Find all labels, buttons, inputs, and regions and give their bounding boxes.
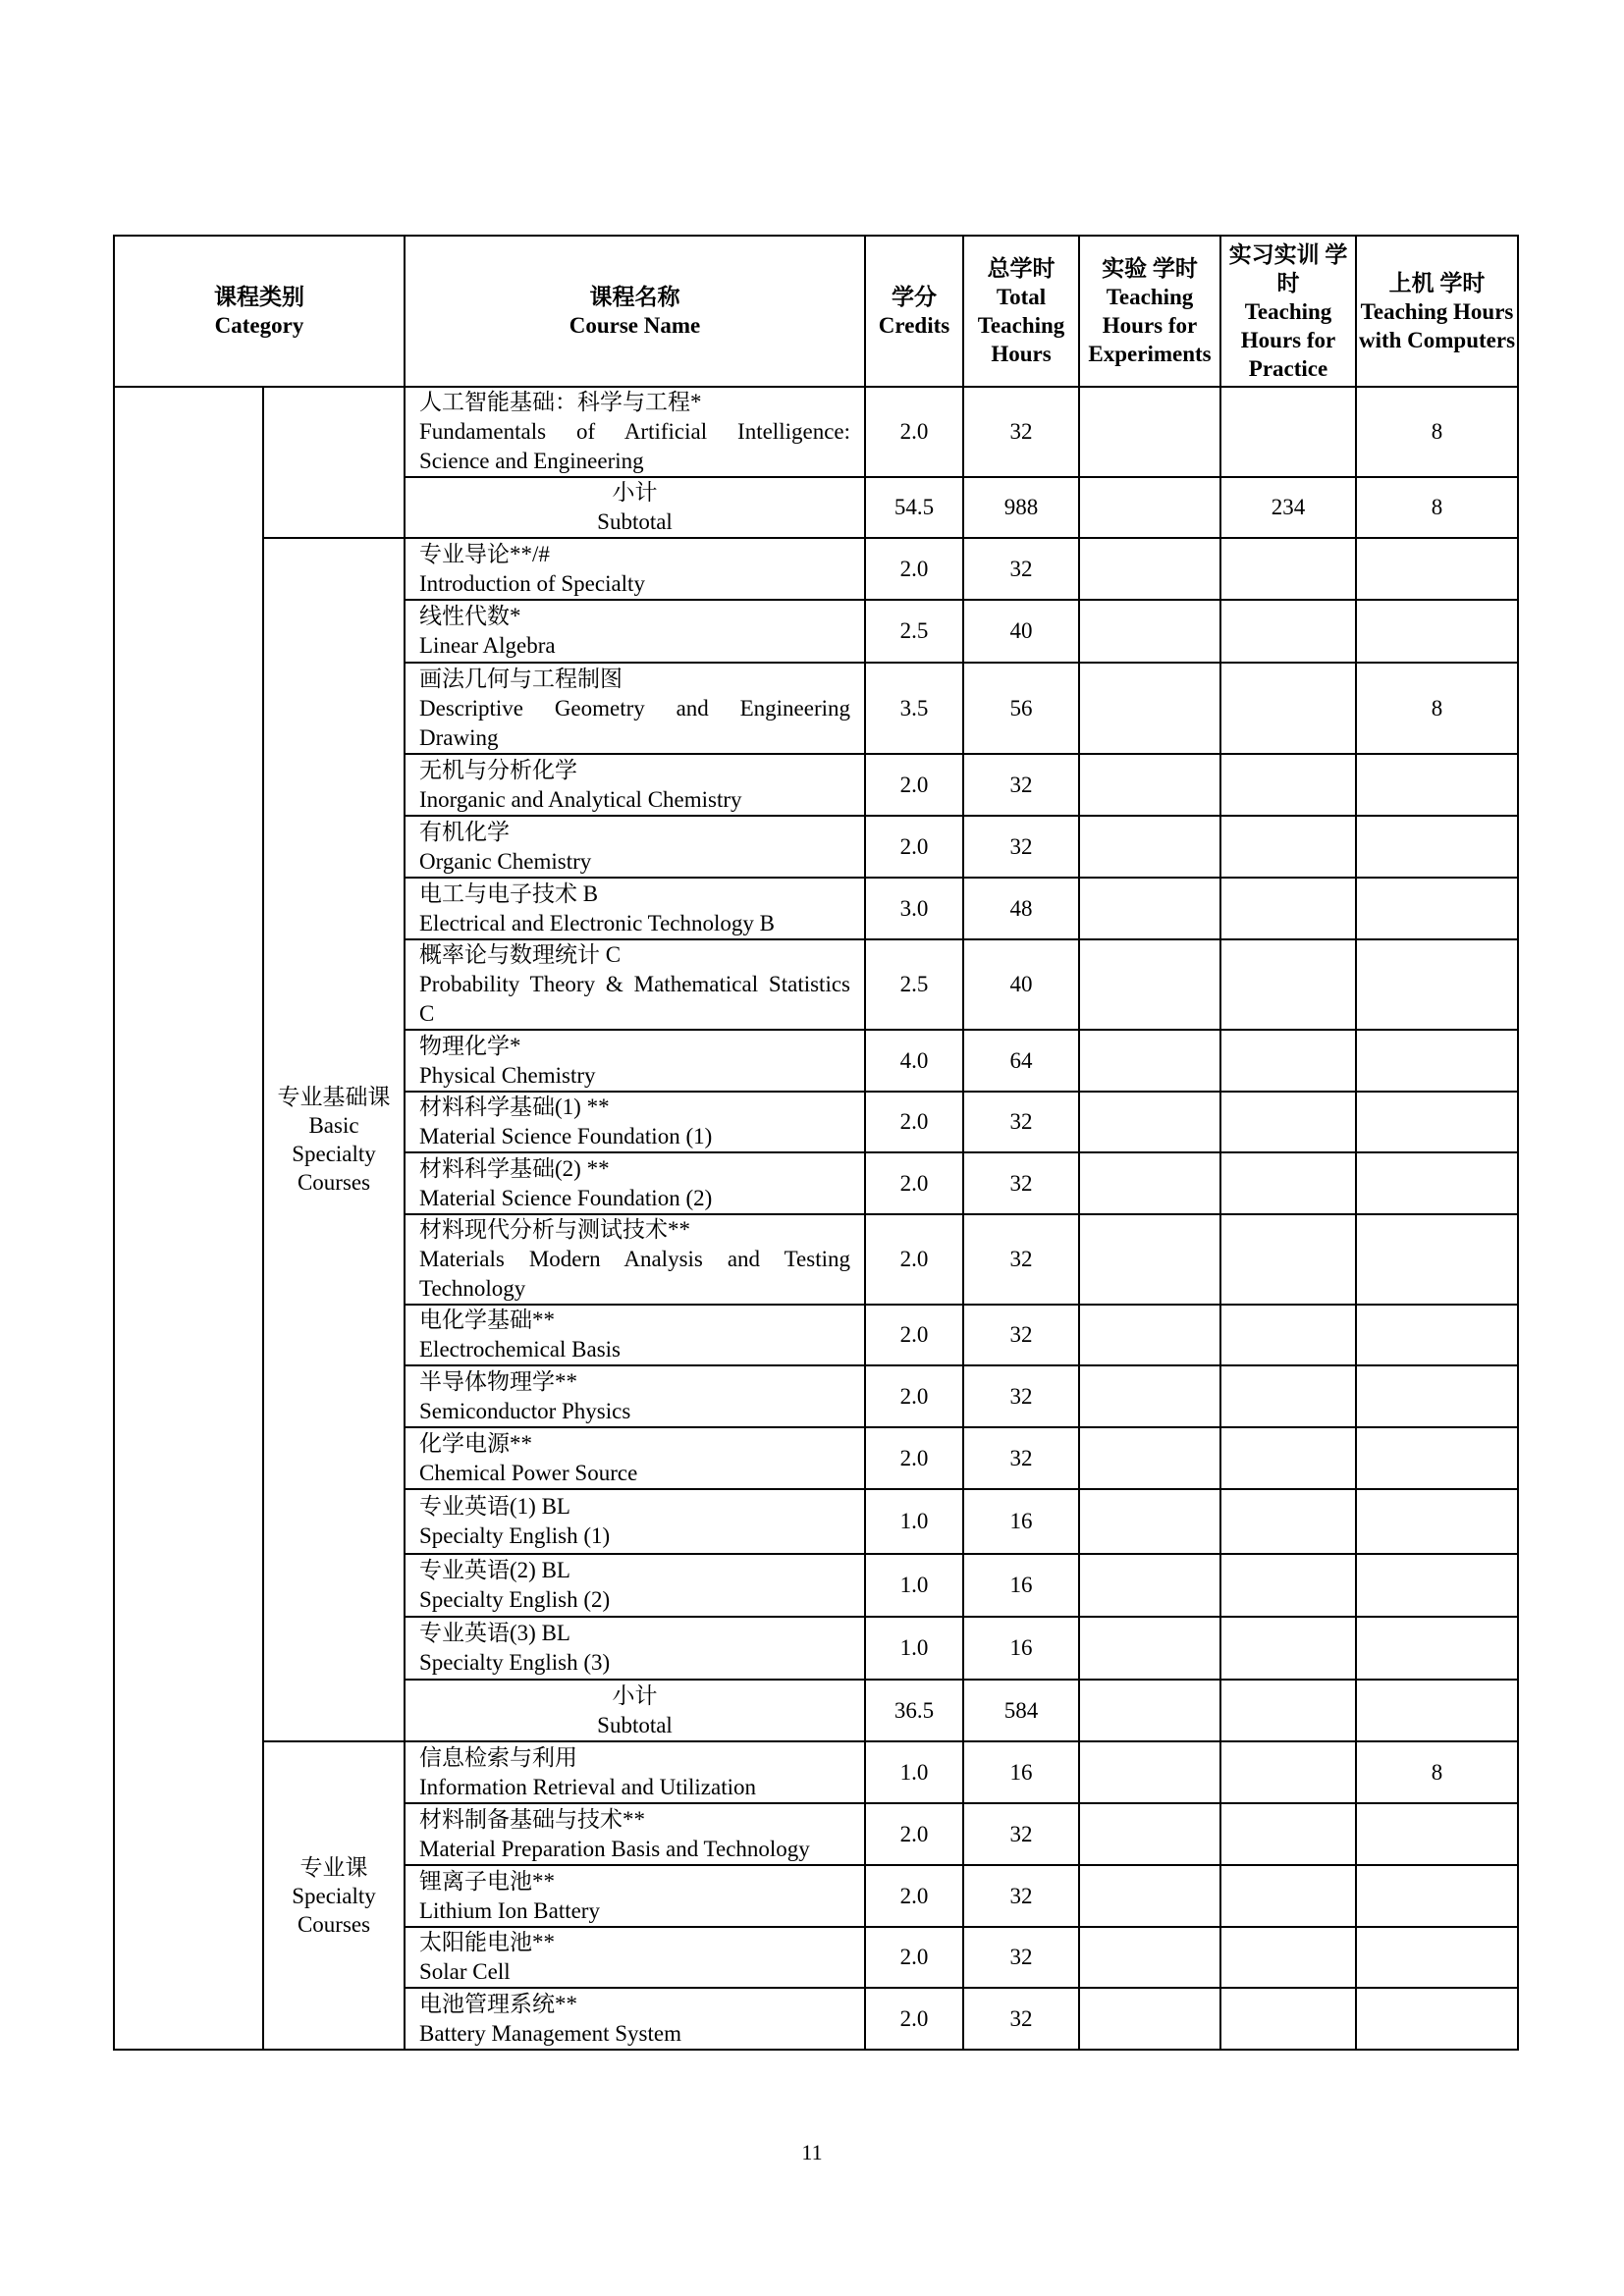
course-name-en: Material Preparation Basis and Technology xyxy=(419,1836,810,1861)
course-name-cn: 线性代数* xyxy=(419,604,521,628)
credits-cell: 2.0 xyxy=(865,538,963,600)
practice-hours-cell xyxy=(1220,1214,1356,1305)
header-credits-cn: 学分 xyxy=(892,285,937,309)
total-hours-cell: 988 xyxy=(963,477,1079,538)
total-hours-cell: 56 xyxy=(963,663,1079,754)
computer-hours-cell xyxy=(1356,1865,1518,1927)
practice-hours-cell xyxy=(1220,1152,1356,1214)
credits-cell: 2.0 xyxy=(865,754,963,816)
course-name-cell xyxy=(405,816,865,878)
practice-hours-cell: 234 xyxy=(1220,477,1356,538)
course-name-cn: 材料现代分析与测试技术** xyxy=(419,1217,690,1242)
total-hours-cell: 32 xyxy=(963,387,1079,477)
experiment-hours-cell xyxy=(1079,816,1220,878)
course-name-en: Electrochemical Basis xyxy=(419,1337,622,1362)
group-a-label xyxy=(263,387,405,538)
header-name-en: Course Name xyxy=(568,313,701,338)
experiment-hours-cell xyxy=(1079,878,1220,939)
experiment-hours-cell xyxy=(1079,663,1220,754)
course-name-cell xyxy=(405,754,865,816)
experiment-hours-cell xyxy=(1079,1214,1220,1305)
course-name-cell xyxy=(405,1741,865,1803)
course-name-cell xyxy=(405,1617,865,1680)
total-hours-cell: 32 xyxy=(963,1365,1079,1427)
course-name-cell xyxy=(405,387,865,477)
total-hours-cell: 32 xyxy=(963,1865,1079,1927)
credits-cell: 1.0 xyxy=(865,1741,963,1803)
credits-cell: 1.0 xyxy=(865,1554,963,1617)
computer-hours-cell xyxy=(1356,1214,1518,1305)
header-total-cn: 总学时 xyxy=(987,256,1056,281)
table-row xyxy=(114,538,1518,600)
course-name-en: Materials Modern Analysis and Testing Technology xyxy=(419,1247,850,1301)
header-total-hours xyxy=(963,236,1079,387)
course-name-en: Semiconductor Physics xyxy=(419,1398,631,1423)
course-name-en: Fundamentals of Artificial Intelligence: Science and Engineering xyxy=(419,419,850,473)
total-hours-cell: 16 xyxy=(963,1617,1079,1680)
practice-hours-cell xyxy=(1220,1865,1356,1927)
credits-cell: 2.0 xyxy=(865,1152,963,1214)
header-category-cn: 课程类别 xyxy=(214,285,304,309)
credits-cell: 1.0 xyxy=(865,1489,963,1554)
experiment-hours-cell xyxy=(1079,1152,1220,1214)
course-name-en: Subtotal xyxy=(597,1712,673,1737)
total-hours-cell: 16 xyxy=(963,1554,1079,1617)
experiment-hours-cell xyxy=(1079,1030,1220,1092)
page-number: 11 xyxy=(801,2140,823,2164)
group-label-cn: 专业基础课 xyxy=(277,1085,391,1109)
credits-cell: 2.0 xyxy=(865,387,963,477)
practice-hours-cell xyxy=(1220,1427,1356,1489)
experiment-hours-cell xyxy=(1079,1365,1220,1427)
credits-cell: 2.0 xyxy=(865,1305,963,1365)
course-name-cell xyxy=(405,1214,865,1305)
credits-cell: 3.0 xyxy=(865,878,963,939)
practice-hours-cell xyxy=(1220,1803,1356,1865)
course-name-en: Information Retrieval and Utilization xyxy=(419,1774,756,1799)
course-name-cn: 概率论与数理统计 C xyxy=(419,942,622,967)
course-name-en: Solar Cell xyxy=(419,1959,511,1984)
computer-hours-cell: 8 xyxy=(1356,477,1518,538)
experiment-hours-cell xyxy=(1079,1092,1220,1152)
computer-hours-cell xyxy=(1356,1988,1518,2050)
course-name-en: Chemical Power Source xyxy=(419,1460,638,1485)
course-name-cn: 无机与分析化学 xyxy=(419,757,577,782)
experiment-hours-cell xyxy=(1079,1305,1220,1365)
total-hours-cell: 16 xyxy=(963,1489,1079,1554)
experiment-hours-cell xyxy=(1079,1988,1220,2050)
computer-hours-cell xyxy=(1356,1489,1518,1554)
course-name-cell xyxy=(405,1305,865,1365)
experiment-hours-cell xyxy=(1079,477,1220,538)
total-hours-cell: 32 xyxy=(963,1152,1079,1214)
total-hours-cell: 32 xyxy=(963,1305,1079,1365)
curriculum-table xyxy=(113,235,1519,2051)
computer-hours-cell xyxy=(1356,1427,1518,1489)
header-exp-en: Teaching Hours for Experiments xyxy=(1088,285,1212,366)
experiment-hours-cell xyxy=(1079,1741,1220,1803)
course-name-en: Organic Chemistry xyxy=(419,848,592,874)
course-name-cell xyxy=(405,1927,865,1988)
header-credits-en: Credits xyxy=(878,313,950,338)
credits-cell: 2.0 xyxy=(865,1927,963,1988)
course-name-cell xyxy=(405,1030,865,1092)
practice-hours-cell xyxy=(1220,538,1356,600)
practice-hours-cell xyxy=(1220,1092,1356,1152)
experiment-hours-cell xyxy=(1079,1427,1220,1489)
course-name-cell xyxy=(405,538,865,600)
experiment-hours-cell xyxy=(1079,1865,1220,1927)
practice-hours-cell xyxy=(1220,1365,1356,1427)
total-hours-cell: 64 xyxy=(963,1030,1079,1092)
course-name-cn: 专业导论**/# xyxy=(419,541,550,566)
course-name-cn: 半导体物理学** xyxy=(419,1368,577,1394)
computer-hours-cell xyxy=(1356,1365,1518,1427)
course-name-cell xyxy=(405,1489,865,1554)
computer-hours-cell: 8 xyxy=(1356,663,1518,754)
practice-hours-cell xyxy=(1220,1988,1356,2050)
course-name-en: Material Science Foundation (2) xyxy=(419,1185,713,1210)
total-hours-cell: 32 xyxy=(963,816,1079,878)
practice-hours-cell xyxy=(1220,878,1356,939)
practice-hours-cell xyxy=(1220,1305,1356,1365)
course-name-en: Material Science Foundation (1) xyxy=(419,1124,713,1148)
computer-hours-cell: 8 xyxy=(1356,1741,1518,1803)
course-name-en: Descriptive Geometry and Engineering Drawing xyxy=(419,695,850,750)
group-label-basic-specialty xyxy=(263,538,405,1741)
computer-hours-cell xyxy=(1356,878,1518,939)
credits-cell: 2.5 xyxy=(865,600,963,663)
course-name-cn: 专业英语(3) BL xyxy=(419,1621,570,1645)
experiment-hours-cell xyxy=(1079,1554,1220,1617)
experiment-hours-cell xyxy=(1079,939,1220,1030)
computer-hours-cell xyxy=(1356,1680,1518,1741)
course-name-en: Specialty English (1) xyxy=(419,1523,611,1548)
credits-cell: 36.5 xyxy=(865,1680,963,1741)
course-name-en: Battery Management System xyxy=(419,2020,681,2046)
subtotal-label xyxy=(405,1680,865,1741)
computer-hours-cell xyxy=(1356,939,1518,1030)
computer-hours-cell xyxy=(1356,1152,1518,1214)
computer-hours-cell xyxy=(1356,600,1518,663)
credits-cell: 2.0 xyxy=(865,1865,963,1927)
course-name-cn: 电工与电子技术 B xyxy=(419,881,599,906)
course-name-en: Introduction of Specialty xyxy=(419,570,645,596)
practice-hours-cell xyxy=(1220,1617,1356,1680)
course-name-en: Specialty English (2) xyxy=(419,1587,611,1612)
course-name-cell xyxy=(405,1554,865,1617)
course-name-cn: 材料科学基础(1) ** xyxy=(419,1095,610,1119)
header-prac-en: Teaching Hours for Practice xyxy=(1240,298,1336,381)
course-name-cn: 小计 xyxy=(612,480,658,505)
total-hours-cell: 40 xyxy=(963,600,1079,663)
practice-hours-cell xyxy=(1220,663,1356,754)
experiment-hours-cell xyxy=(1079,1803,1220,1865)
credits-cell: 4.0 xyxy=(865,1030,963,1092)
header-credits xyxy=(865,236,963,387)
total-hours-cell: 40 xyxy=(963,939,1079,1030)
total-hours-cell: 32 xyxy=(963,1092,1079,1152)
group-label-en: Basic Specialty Courses xyxy=(292,1113,376,1195)
table-row xyxy=(114,1741,1518,1803)
experiment-hours-cell xyxy=(1079,1489,1220,1554)
course-name-cell xyxy=(405,663,865,754)
course-name-en: Inorganic and Analytical Chemistry xyxy=(419,786,742,812)
practice-hours-cell xyxy=(1220,754,1356,816)
course-name-cn: 专业英语(1) BL xyxy=(419,1494,570,1519)
total-hours-cell: 32 xyxy=(963,1427,1079,1489)
computer-hours-cell xyxy=(1356,1554,1518,1617)
course-name-cell xyxy=(405,939,865,1030)
course-name-cn: 材料科学基础(2) ** xyxy=(419,1155,610,1181)
header-total-en: Total Teaching Hours xyxy=(977,285,1065,366)
credits-cell: 2.0 xyxy=(865,816,963,878)
total-hours-cell: 32 xyxy=(963,1214,1079,1305)
course-name-cn: 化学电源** xyxy=(419,1430,532,1456)
course-name-cell xyxy=(405,1865,865,1927)
credits-cell: 54.5 xyxy=(865,477,963,538)
course-name-cell xyxy=(405,1365,865,1427)
header-prac-cn: 实习实训 学时 xyxy=(1228,241,1348,295)
computer-hours-cell xyxy=(1356,1927,1518,1988)
computer-hours-cell: 8 xyxy=(1356,387,1518,477)
header-experiment-hours xyxy=(1079,236,1220,387)
practice-hours-cell xyxy=(1220,1741,1356,1803)
header-computer-hours xyxy=(1356,236,1518,387)
header-practice-hours xyxy=(1220,236,1356,387)
course-name-cell xyxy=(405,1803,865,1865)
course-name-en: Linear Algebra xyxy=(419,633,556,658)
practice-hours-cell xyxy=(1220,600,1356,663)
credits-cell: 2.0 xyxy=(865,1803,963,1865)
practice-hours-cell xyxy=(1220,1680,1356,1741)
header-comp-en: Teaching Hours with Computers xyxy=(1358,298,1516,352)
group-label-specialty xyxy=(263,1741,405,2050)
computer-hours-cell xyxy=(1356,538,1518,600)
category-outer-cell xyxy=(114,387,263,2050)
credits-cell: 2.0 xyxy=(865,1365,963,1427)
header-course-name xyxy=(405,236,865,387)
practice-hours-cell xyxy=(1220,939,1356,1030)
course-name-cell xyxy=(405,1092,865,1152)
experiment-hours-cell xyxy=(1079,754,1220,816)
course-name-cn: 专业英语(2) BL xyxy=(419,1558,570,1582)
course-name-cn: 锂离子电池** xyxy=(419,1868,555,1894)
credits-cell: 3.5 xyxy=(865,663,963,754)
course-name-cn: 有机化学 xyxy=(419,819,510,844)
group-label-en: Specialty Courses xyxy=(292,1883,376,1937)
course-name-cn: 小计 xyxy=(612,1682,658,1708)
course-name-en: Subtotal xyxy=(597,509,673,534)
course-name-cell xyxy=(405,600,865,663)
total-hours-cell: 32 xyxy=(963,754,1079,816)
experiment-hours-cell xyxy=(1079,1680,1220,1741)
course-name-cn: 信息检索与利用 xyxy=(419,1744,577,1770)
computer-hours-cell xyxy=(1356,1092,1518,1152)
header-category-en: Category xyxy=(214,313,304,338)
table-row xyxy=(114,387,1518,477)
course-name-cn: 画法几何与工程制图 xyxy=(419,666,623,691)
total-hours-cell: 32 xyxy=(963,538,1079,600)
course-name-en: Probability Theory & Mathematical Statistics C xyxy=(419,972,850,1026)
practice-hours-cell xyxy=(1220,1927,1356,1988)
credits-cell: 2.0 xyxy=(865,1092,963,1152)
course-name-cell xyxy=(405,1427,865,1489)
course-name-cn: 人工智能基础：科学与工程* xyxy=(419,390,702,414)
course-name-en: Specialty English (3) xyxy=(419,1650,611,1675)
course-name-cn: 物理化学* xyxy=(419,1033,521,1058)
practice-hours-cell xyxy=(1220,1489,1356,1554)
total-hours-cell: 32 xyxy=(963,1988,1079,2050)
course-name-cell xyxy=(405,878,865,939)
header-row xyxy=(114,236,1518,387)
subtotal-label xyxy=(405,477,865,538)
header-exp-cn: 实验 学时 xyxy=(1102,256,1198,281)
computer-hours-cell xyxy=(1356,1803,1518,1865)
computer-hours-cell xyxy=(1356,754,1518,816)
credits-cell: 2.0 xyxy=(865,1988,963,2050)
computer-hours-cell xyxy=(1356,1305,1518,1365)
header-name-cn: 课程名称 xyxy=(589,285,680,309)
computer-hours-cell xyxy=(1356,1617,1518,1680)
practice-hours-cell xyxy=(1220,1554,1356,1617)
experiment-hours-cell xyxy=(1079,1927,1220,1988)
course-name-en: Lithium Ion Battery xyxy=(419,1897,600,1923)
course-name-cell xyxy=(405,1988,865,2050)
experiment-hours-cell xyxy=(1079,600,1220,663)
course-name-cn: 材料制备基础与技术** xyxy=(419,1806,645,1832)
total-hours-cell: 48 xyxy=(963,878,1079,939)
credits-cell: 2.0 xyxy=(865,1427,963,1489)
computer-hours-cell xyxy=(1356,1030,1518,1092)
course-name-en: Electrical and Electronic Technology B xyxy=(419,910,775,935)
experiment-hours-cell xyxy=(1079,387,1220,477)
practice-hours-cell xyxy=(1220,816,1356,878)
computer-hours-cell xyxy=(1356,816,1518,878)
practice-hours-cell xyxy=(1220,1030,1356,1092)
experiment-hours-cell xyxy=(1079,538,1220,600)
course-name-cn: 太阳能电池** xyxy=(419,1930,555,1954)
credits-cell: 2.5 xyxy=(865,939,963,1030)
credits-cell: 1.0 xyxy=(865,1617,963,1680)
course-name-en: Physical Chemistry xyxy=(419,1062,596,1088)
practice-hours-cell xyxy=(1220,387,1356,477)
header-comp-cn: 上机 学时 xyxy=(1388,270,1486,295)
group-label-cn: 专业课 xyxy=(299,1854,368,1880)
credits-cell: 2.0 xyxy=(865,1214,963,1305)
header-category xyxy=(114,236,405,387)
total-hours-cell: 16 xyxy=(963,1741,1079,1803)
total-hours-cell: 32 xyxy=(963,1803,1079,1865)
course-name-cn: 电池管理系统** xyxy=(419,1991,577,2016)
experiment-hours-cell xyxy=(1079,1617,1220,1680)
total-hours-cell: 584 xyxy=(963,1680,1079,1741)
total-hours-cell: 32 xyxy=(963,1927,1079,1988)
course-name-cn: 电化学基础** xyxy=(419,1308,555,1332)
course-name-cell xyxy=(405,1152,865,1214)
